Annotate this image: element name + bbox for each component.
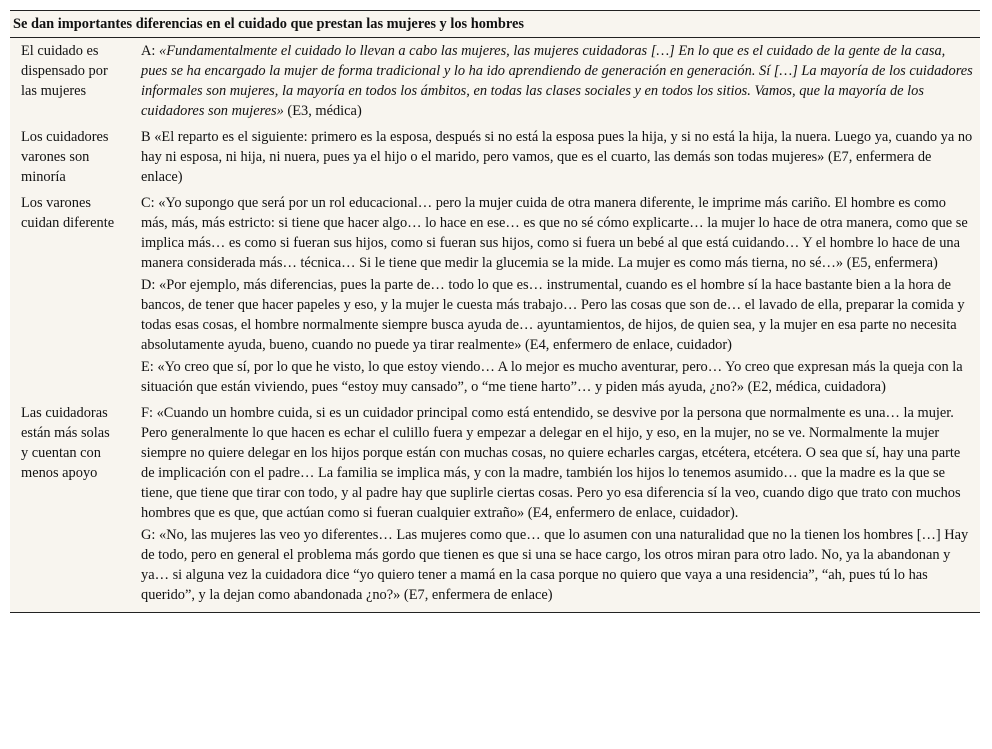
category-cell: El cuidado es dispensado por las mujeres — [21, 43, 108, 99]
quote-label: D: — [141, 277, 159, 293]
quote-text: «Yo creo que sí, por lo que he visto, lo que estoy viendo… A lo mejor es mucho aventurar, pero… Yo creo que expresan más la queja con la situación que están viviendo, pues “estoy muy cansado”, o “me tiene harto”… y piden más ayuda, ¿no?» (E2, médica, cuidadora) — [141, 359, 963, 395]
quote-label: E: — [141, 359, 158, 375]
quote-label: F: — [141, 405, 157, 421]
findings-table — [10, 10, 980, 613]
quote-label: B — [141, 129, 155, 145]
quote-text: «Yo supongo que será por un rol educacional… pero la mujer cuida de otra manera diferente, le imprime más cariño. El hombre es como más, más, más estricto: si tiene que hacer algo… lo hace en ese… es que no sé cómo explicarte… la mujer lo hace de otra manera, como que se implica más… es como si fueran sus hijos, como si fueran sus hijos, como si fuera un bebé al que está cuidando… Y el hombre lo hace de una manera considerada más… técnica… Si le tiene que medir la glucemia se la mide. La mujer es como más tierna, no sé…» (E5, enfermera) — [141, 195, 968, 271]
quote-cell — [117, 124, 980, 190]
quote-label: A: — [141, 43, 159, 59]
table-row — [10, 38, 980, 124]
table-title: Se dan importantes diferencias en el cuidado que prestan las mujeres y los hombres — [10, 10, 980, 38]
quote-source: (E3, médica) — [283, 103, 362, 119]
category-cell: Las cuidadoras están más solas y cuentan con menos apoyo — [21, 405, 110, 481]
quote-e — [141, 357, 974, 397]
quote-b — [141, 127, 974, 187]
table-bottom-rule — [10, 608, 980, 613]
findings-grid — [10, 38, 980, 608]
category-cell: Los cuidadores varones son minoría — [21, 129, 109, 185]
table-row — [10, 190, 980, 400]
category-cell: Los varones cuidan diferente — [21, 195, 115, 231]
table-row — [10, 124, 980, 190]
quote-a — [141, 41, 974, 121]
quote-text: «Cuando un hombre cuida, si es un cuidador principal como está entendido, se desvive por la persona que normalmente es una… la mujer. Pero generalmente lo que hacen es echar el culillo fuera y empezar a delegar en el hijo, y eso, en la mujer, no se ve. Normalmente la mujer siempre no quiere delegar en los hijos porque están con muchas cosas, no quiere echarles cargas, etcétera, etcétera. O sea que sí, hay una parte de implicación con el padre… La familia se implica más, y con la madre, también los hijos lo tenemos asumido… que la madre es la que se tiene, que tiene que tirar con todo, y al padre hay que suplirle ciertas cosas. Pero yo esa diferencia sí la veo, cuando digo que trato con muchos hombres que es que, que actúan como si fueran cualquier extraño» (E4, enfermero de enlace, cuidador). — [141, 405, 961, 521]
quote-g — [141, 525, 974, 605]
quote-text: «Por ejemplo, más diferencias, pues la parte de… todo lo que es… instrumental, cuando es el hombre sí la hace bastante bien a la hora de bancos, de tener que hacer papeles y eso, y la mujer le cuesta más trabajo… Pero las cosas que son de… el lavado de ella, preparar la comida y todas esas cosas, el hombre normalmente siempre busca ayuda de… ayuntamientos, de hijos, de quien sea, y la mujer en esa parte no necesita absolutamente ayuda, bueno, cuando no puede ya tirar realmente» (E4, enfermero de enlace, cuidador) — [141, 277, 965, 353]
quote-cell — [117, 190, 980, 400]
table-row — [10, 400, 980, 608]
quote-cell — [117, 38, 980, 124]
quote-text: «El reparto es el siguiente: primero es la esposa, después si no está la esposa pues la hija, y si no está la hija, la nuera. Luego ya, cuando ya no hay ni esposa, ni hija, ni nuera, pues ya el hijo o el marido, pero vamos, que es el cuarto, las demás son todas mujeres» (E7, enfermera de enlace) — [141, 129, 973, 185]
quote-text: «No, las mujeres las veo yo diferentes… Las mujeres como que… que lo asumen con una naturalidad que no la tienen los hombres […] Hay de todo, pero en general el problema más gordo que tienen es que si una se hace cargo, los otros miran para otro lado. No, ya la abandonan y ya… si alguna vez la cuidadora dice “yo quiero tener a mamá en la casa porque no quiero que vaya a una residencia”, “ah, pues tú lo has querido”, y la dejan como abandonada ¿no?» (E7, enfermera de enlace) — [141, 527, 969, 603]
quote-label: G: — [141, 527, 159, 543]
quote-cell — [117, 400, 980, 608]
quote-d — [141, 275, 974, 355]
quote-label: C: — [141, 195, 159, 211]
quote-c — [141, 193, 974, 273]
quote-f — [141, 403, 974, 523]
quote-text: «Fundamentalmente el cuidado lo llevan a cabo las mujeres, las mujeres cuidadoras […] En lo que es el cuidado de la gente de la casa, pues se ha encargado la mujer de forma tradicional y lo ha ido aprendiendo de generación en generación. Sí […] La mayoría de los cuidadores informales son mujeres, la mayoría en todos los ámbitos, en todas las clases sociales y en todos los sitios. Vamos, que la mayoría de los cuidadores son mujeres» — [141, 43, 973, 119]
